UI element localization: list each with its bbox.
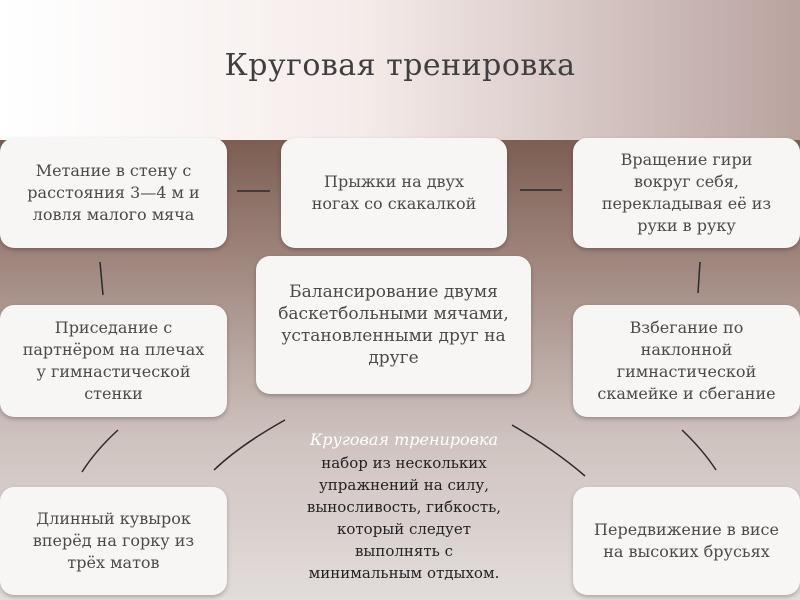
node-balance [256,256,531,394]
connector-squat-roll [82,430,118,472]
connector-balance-roll [214,420,285,470]
node-throw-label: Метание в стену с расстояния 3—4 м и ловля малого мяча [27,161,200,224]
node-bench [573,305,800,417]
connector-throw-squat [100,262,103,295]
node-roll [0,487,227,595]
node-roll-label: Длинный кувырок вперёд на горку из трёх матов [32,509,195,572]
node-jump [281,138,507,248]
node-jump-label: Прыжки на двух ногах со скакалкой [311,172,477,213]
definition-text: набор из нескольких упражнений на силу, выносливость, гибкость, который следует выполнять с минимальным отдыхом. [306,454,502,582]
node-squat [0,305,227,417]
node-throw [0,138,227,248]
node-balance-label: Балансирование двумя баскетбольными мячами, установленными друг на друге [278,282,509,368]
node-kettlebell [573,138,800,248]
definition-term: Круговая тренировка [309,430,499,449]
node-squat-label: Приседание с партнёром на плечах у гимнастической стенки [22,318,205,403]
slide-title: Круговая тренировка [224,48,576,83]
node-bars [573,487,800,595]
node-kettlebell-label: Вращение гири вокруг себя, перекладывая её из руки в руку [601,150,772,235]
node-bars-label: Передвижение в висе на высоких брусьях [594,520,779,561]
connector-bench-bars [682,430,716,470]
connector-kettlebell-bench [698,262,700,293]
node-bench-label: Взбегание по наклонной гимнастической скамейке и сбегание [597,318,776,403]
